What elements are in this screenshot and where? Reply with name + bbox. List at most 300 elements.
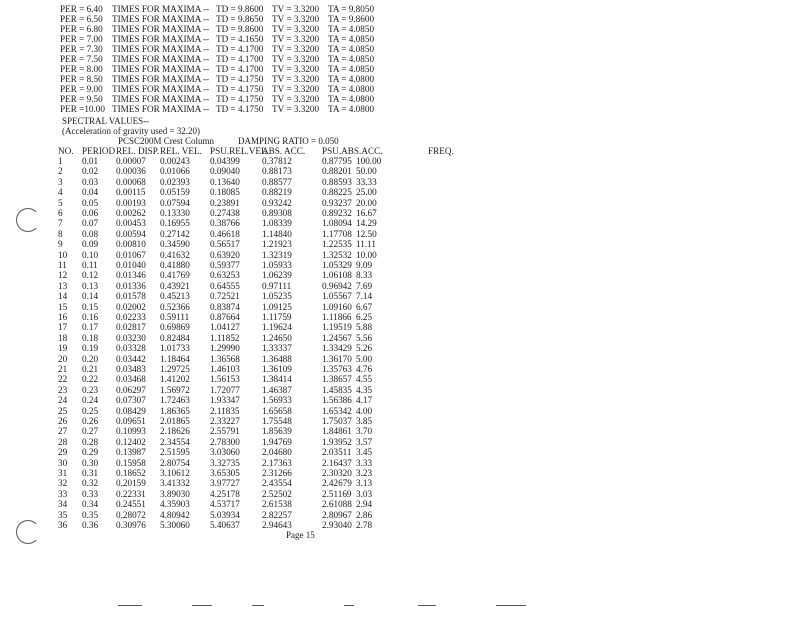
table-header-cell: PSU.ABS.ACC. <box>322 146 383 156</box>
table-cell: 1.11852 <box>210 332 240 343</box>
table-cell: 0.37812 <box>262 156 292 166</box>
table-cell: 1.17708 <box>322 228 352 239</box>
table-cell: 0.27438 <box>210 208 240 218</box>
table-header-cell: PSU.REL.VEL. <box>210 146 269 156</box>
table-cell: 0.00243 <box>160 156 190 166</box>
maxima-per: PER =10.00 <box>60 104 105 114</box>
table-cell: 0.23 <box>82 384 99 395</box>
table-cell: 0.05 <box>82 197 99 208</box>
table-cell: 0.27 <box>82 426 99 437</box>
table-cell: 1.01733 <box>160 343 190 354</box>
table-cell: 3.23 <box>356 468 373 478</box>
table-cell: 1 <box>58 156 63 166</box>
table-cell: 1.22535 <box>322 239 352 250</box>
table-cell: 0.06 <box>82 208 99 218</box>
table-cell: 1.19624 <box>262 322 292 333</box>
table-cell: 2.55791 <box>210 426 240 437</box>
table-header-cell: NO. <box>58 146 74 156</box>
table-cell: 0.43921 <box>160 280 190 291</box>
page-number: Page 15 <box>286 530 315 540</box>
table-cell: 1.56972 <box>160 384 190 395</box>
table-cell: 2.82257 <box>262 509 292 520</box>
maxima-tv: TV = 3.3200 <box>272 44 320 54</box>
maxima-per: PER = 6.40 <box>60 4 103 14</box>
table-cell: 2.01865 <box>160 416 190 426</box>
table-cell: 3.70 <box>356 426 373 437</box>
table-cell: 0.52366 <box>160 301 190 312</box>
table-cell: 3.13 <box>356 478 373 489</box>
table-cell: 1.06108 <box>322 270 352 281</box>
table-cell: 0.14 <box>82 291 99 302</box>
table-cell: 15 <box>58 301 68 312</box>
table-cell: 0.28072 <box>116 509 146 520</box>
table-cell: 3.45 <box>356 447 373 458</box>
maxima-td: TD = 4.1700 <box>216 64 264 74</box>
table-cell: 0.33 <box>82 488 99 499</box>
table-cell: 0.96942 <box>322 280 352 291</box>
table-cell: 20.00 <box>356 197 377 208</box>
table-cell: 5.88 <box>356 322 373 333</box>
table-cell: 2.61088 <box>322 499 352 510</box>
table-cell: 0.00453 <box>116 218 146 229</box>
table-cell: 2 <box>58 166 63 177</box>
maxima-tv: TV = 3.3200 <box>272 4 320 14</box>
maxima-tv: TV = 3.3200 <box>272 34 320 44</box>
maxima-label: TIMES FOR MAXIMA -- <box>112 4 210 14</box>
table-cell: 18 <box>58 332 68 343</box>
table-cell: 2.34554 <box>160 436 190 447</box>
table-cell: 0.25 <box>82 405 99 416</box>
maxima-label: TIMES FOR MAXIMA -- <box>112 104 210 114</box>
table-cell: 9.09 <box>356 260 373 270</box>
table-cell: 0.30 <box>82 457 99 468</box>
maxima-per: PER = 9.50 <box>60 94 103 104</box>
maxima-label: TIMES FOR MAXIMA -- <box>112 84 210 94</box>
table-cell: 2.16437 <box>322 457 352 468</box>
table-cell: 16 <box>58 312 68 322</box>
table-cell: 0.09 <box>82 239 99 250</box>
maxima-per: PER = 6.50 <box>60 14 103 24</box>
table-cell: 2.86 <box>356 509 373 520</box>
table-cell: 0.72521 <box>210 291 240 302</box>
table-cell: 0.88201 <box>322 166 352 177</box>
table-cell: 0.16 <box>82 312 99 322</box>
maxima-tv: TV = 3.3200 <box>272 14 320 24</box>
table-cell: 2.03511 <box>322 447 352 458</box>
table-cell: 1.72077 <box>210 384 240 395</box>
table-cell: 2.30320 <box>322 468 352 478</box>
table-cell: 5 <box>58 197 63 208</box>
table-cell: 1.04127 <box>210 322 240 333</box>
table-cell: 3.57 <box>356 436 373 447</box>
table-cell: 1.33429 <box>322 343 352 354</box>
table-cell: 5.00 <box>356 353 373 364</box>
table-cell: 0.01336 <box>116 280 146 291</box>
table-cell: 0.88225 <box>322 187 352 198</box>
table-cell: 5.30060 <box>160 520 190 530</box>
table-cell: 0.89232 <box>322 208 352 218</box>
table-cell: 0.45213 <box>160 291 190 302</box>
table-cell: 0.88219 <box>262 187 292 198</box>
table-cell: 3.03 <box>356 488 373 499</box>
table-cell: 0.08 <box>82 228 99 239</box>
maxima-td: TD = 4.1750 <box>216 74 264 84</box>
table-cell: 2.42679 <box>322 478 352 489</box>
maxima-ta: TA = 4.0850 <box>328 64 375 74</box>
maxima-label: TIMES FOR MAXIMA -- <box>112 24 210 34</box>
table-cell: 3 <box>58 176 63 187</box>
table-cell: 1.35763 <box>322 364 352 374</box>
table-cell: 4.53717 <box>210 499 240 510</box>
table-cell: 33 <box>58 488 68 499</box>
table-cell: 13 <box>58 280 68 291</box>
table-cell: 0.46618 <box>210 228 240 239</box>
table-cell: 1.75037 <box>322 416 352 426</box>
maxima-tv: TV = 3.3200 <box>272 104 320 114</box>
maxima-tv: TV = 3.3200 <box>272 64 320 74</box>
table-header-cell: PERIOD <box>82 146 116 156</box>
table-cell: 26 <box>58 416 68 426</box>
maxima-per: PER = 6.80 <box>60 24 103 34</box>
table-cell: 27 <box>58 426 68 437</box>
table-header-cell: ABS. ACC. <box>262 146 306 156</box>
table-cell: 11.11 <box>356 239 376 250</box>
table-cell: 0.18085 <box>210 187 240 198</box>
table-cell: 0.31 <box>82 468 99 478</box>
table-cell: 0.88593 <box>322 176 352 187</box>
table-cell: 1.14840 <box>262 228 292 239</box>
table-header-cell: FREQ. <box>428 146 454 156</box>
table-cell: 0.34590 <box>160 239 190 250</box>
table-cell: 1.56386 <box>322 395 352 406</box>
table-cell: 0.00193 <box>116 197 146 208</box>
table-cell: 0.82484 <box>160 332 190 343</box>
maxima-td: TD = 4.1650 <box>216 34 264 44</box>
table-cell: 19 <box>58 343 68 354</box>
table-cell: 0.34 <box>82 499 99 510</box>
table-cell: 6.67 <box>356 301 373 312</box>
table-cell: 2.94643 <box>262 520 292 530</box>
table-cell: 4.80942 <box>160 509 190 520</box>
table-cell: 0.03442 <box>116 353 146 364</box>
table-cell: 0.13987 <box>116 447 146 458</box>
table-cell: 0.00594 <box>116 228 146 239</box>
table-cell: 1.11759 <box>262 312 292 322</box>
table-cell: 0.06297 <box>116 384 146 395</box>
table-cell: 2.18626 <box>160 426 190 437</box>
damping-ratio-label: DAMPING RATIO = 0.050 <box>238 136 339 146</box>
table-cell: 7.69 <box>356 280 373 291</box>
table-cell: 0.18 <box>82 332 99 343</box>
table-cell: 2.52502 <box>262 488 292 499</box>
table-cell: 3.10612 <box>160 468 190 478</box>
table-cell: 0.59377 <box>210 260 240 270</box>
table-cell: 0.56517 <box>210 239 240 250</box>
table-cell: 12 <box>58 270 68 281</box>
table-cell: 22 <box>58 374 68 385</box>
table-cell: 2.94 <box>356 499 373 510</box>
table-cell: 5.03934 <box>210 509 240 520</box>
maxima-td: TD = 9.8650 <box>216 14 264 24</box>
maxima-ta: TA = 4.0850 <box>328 34 375 44</box>
table-cell: 0.00810 <box>116 239 146 250</box>
table-cell: 1.06239 <box>262 270 292 281</box>
table-cell: 0.93237 <box>322 197 352 208</box>
table-cell: 0.00115 <box>116 187 146 198</box>
table-cell: 0.09651 <box>116 416 146 426</box>
table-cell: 3.33 <box>356 457 373 468</box>
maxima-per: PER = 9.00 <box>60 84 103 94</box>
table-cell: 50.00 <box>356 166 377 177</box>
table-cell: 10 <box>58 249 68 260</box>
table-header-cell: REL. VEL. <box>160 146 202 156</box>
table-cell: 1.38657 <box>322 374 352 385</box>
table-cell: 16.67 <box>356 208 377 218</box>
table-cell: 0.00007 <box>116 156 146 166</box>
table-cell: 2.33227 <box>210 416 240 426</box>
table-cell: 2.93040 <box>322 520 352 530</box>
table-cell: 25 <box>58 405 68 416</box>
table-cell: 5.26 <box>356 343 373 354</box>
table-cell: 12.50 <box>356 228 377 239</box>
maxima-td: TD = 4.1750 <box>216 104 264 114</box>
table-cell: 1.46387 <box>262 384 292 395</box>
table-cell: 7.14 <box>356 291 373 302</box>
maxima-per: PER = 7.50 <box>60 54 103 64</box>
table-cell: 2.11835 <box>210 405 240 416</box>
table-cell: 0.19 <box>82 343 99 354</box>
maxima-ta: TA = 4.0850 <box>328 44 375 54</box>
table-cell: 0.01066 <box>160 166 190 177</box>
table-cell: 1.56153 <box>210 374 240 385</box>
table-cell: 4.17 <box>356 395 373 406</box>
maxima-tv: TV = 3.3200 <box>272 74 320 84</box>
table-cell: 1.41202 <box>160 374 190 385</box>
table-cell: 0.15 <box>82 301 99 312</box>
table-cell: 0.01067 <box>116 249 146 260</box>
table-cell: 4.00 <box>356 405 373 416</box>
table-cell: 2.51169 <box>322 488 352 499</box>
table-cell: 20 <box>58 353 68 364</box>
table-cell: 0.10 <box>82 249 99 260</box>
maxima-label: TIMES FOR MAXIMA -- <box>112 14 210 24</box>
table-cell: 0.00068 <box>116 176 146 187</box>
table-cell: 0.29 <box>82 447 99 458</box>
table-cell: 0.00262 <box>116 208 146 218</box>
table-cell: 0.09040 <box>210 166 240 177</box>
maxima-ta: TA = 9.8600 <box>328 14 375 24</box>
table-cell: 0.13640 <box>210 176 240 187</box>
table-cell: 0.24551 <box>116 499 146 510</box>
table-cell: 1.36568 <box>210 353 240 364</box>
table-cell: 0.02233 <box>116 312 146 322</box>
maxima-label: TIMES FOR MAXIMA -- <box>112 74 210 84</box>
maxima-ta: TA = 9.8050 <box>328 4 375 14</box>
table-cell: 0.87795 <box>322 156 352 166</box>
table-cell: 1.32532 <box>322 249 352 260</box>
table-cell: 1.65342 <box>322 405 352 416</box>
maxima-label: TIMES FOR MAXIMA -- <box>112 54 210 64</box>
table-cell: 1.32319 <box>262 249 292 260</box>
table-cell: 0.07307 <box>116 395 146 406</box>
table-cell: 0.23891 <box>210 197 240 208</box>
table-cell: 25.00 <box>356 187 377 198</box>
table-cell: 3.97727 <box>210 478 240 489</box>
table-cell: 0.00036 <box>116 166 146 177</box>
maxima-label: TIMES FOR MAXIMA -- <box>112 94 210 104</box>
maxima-ta: TA = 4.0800 <box>328 84 375 94</box>
table-cell: 0.10993 <box>116 426 146 437</box>
table-cell: 0.89308 <box>262 208 292 218</box>
table-cell: 0.93242 <box>262 197 292 208</box>
table-cell: 0.15958 <box>116 457 146 468</box>
table-cell: 0.22331 <box>116 488 146 499</box>
table-cell: 0.36 <box>82 520 99 530</box>
maxima-tv: TV = 3.3200 <box>272 24 320 34</box>
table-cell: 1.29725 <box>160 364 190 374</box>
maxima-per: PER = 7.00 <box>60 34 103 44</box>
table-cell: 0.17 <box>82 322 99 333</box>
table-cell: 0.03483 <box>116 364 146 374</box>
maxima-per: PER = 8.00 <box>60 64 103 74</box>
table-cell: 4.35903 <box>160 499 190 510</box>
table-cell: 1.11866 <box>322 312 352 322</box>
table-cell: 0.88577 <box>262 176 292 187</box>
table-cell: 0.11 <box>82 260 98 270</box>
table-cell: 1.56933 <box>262 395 292 406</box>
footer-scan-marks <box>118 605 538 611</box>
table-cell: 2.43554 <box>262 478 292 489</box>
table-cell: 0.01346 <box>116 270 146 281</box>
table-cell: 1.05567 <box>322 291 352 302</box>
table-cell: 3.85 <box>356 416 373 426</box>
table-cell: 0.38766 <box>210 218 240 229</box>
table-cell: 36 <box>58 520 68 530</box>
table-cell: 1.29990 <box>210 343 240 354</box>
table-cell: 2.51595 <box>160 447 190 458</box>
table-cell: 1.24567 <box>322 332 352 343</box>
table-cell: 1.94769 <box>262 436 292 447</box>
table-cell: 8 <box>58 228 63 239</box>
table-cell: 0.04 <box>82 187 99 198</box>
table-cell: 0.12402 <box>116 436 146 447</box>
maxima-ta: TA = 4.0800 <box>328 104 375 114</box>
table-cell: 0.13330 <box>160 208 190 218</box>
maxima-ta: TA = 4.0850 <box>328 24 375 34</box>
table-cell: 6 <box>58 208 63 218</box>
table-cell: 0.02002 <box>116 301 146 312</box>
table-cell: 0.01578 <box>116 291 146 302</box>
table-cell: 1.05329 <box>322 260 352 270</box>
table-cell: 0.64555 <box>210 280 240 291</box>
table-cell: 0.32 <box>82 478 99 489</box>
maxima-label: TIMES FOR MAXIMA -- <box>112 44 210 54</box>
table-cell: 0.69869 <box>160 322 190 333</box>
table-cell: 9 <box>58 239 63 250</box>
table-cell: 1.93347 <box>210 395 240 406</box>
table-cell: 2.61538 <box>262 499 292 510</box>
maxima-ta: TA = 4.0800 <box>328 94 375 104</box>
table-cell: 34 <box>58 499 68 510</box>
maxima-tv: TV = 3.3200 <box>272 94 320 104</box>
table-cell: 1.33337 <box>262 343 292 354</box>
table-cell: 11 <box>58 260 67 270</box>
table-cell: 21 <box>58 364 68 374</box>
table-cell: 2.04680 <box>262 447 292 458</box>
table-cell: 0.24 <box>82 395 99 406</box>
binder-hole-top <box>16 208 40 232</box>
table-cell: 4 <box>58 187 63 198</box>
table-cell: 100.00 <box>356 156 382 166</box>
table-cell: 0.01 <box>82 156 99 166</box>
table-cell: 0.13 <box>82 280 99 291</box>
table-cell: 3.89030 <box>160 488 190 499</box>
table-cell: 4.35 <box>356 384 373 395</box>
maxima-label: TIMES FOR MAXIMA -- <box>112 34 210 44</box>
table-cell: 3.03060 <box>210 447 240 458</box>
table-cell: 32 <box>58 478 68 489</box>
table-cell: 0.03328 <box>116 343 146 354</box>
table-cell: 4.55 <box>356 374 373 385</box>
table-cell: 0.41769 <box>160 270 190 281</box>
table-cell: 0.21 <box>82 364 99 374</box>
gravity-note: (Acceleration of gravity used = 32.20) <box>62 126 201 136</box>
table-cell: 6.25 <box>356 312 373 322</box>
maxima-td: TD = 9.8600 <box>216 4 264 14</box>
table-cell: 1.38414 <box>262 374 292 385</box>
table-cell: 1.36109 <box>262 364 292 374</box>
table-cell: 14.29 <box>356 218 377 229</box>
table-cell: 1.36170 <box>322 353 352 364</box>
table-cell: 0.01040 <box>116 260 146 270</box>
table-cell: 1.46103 <box>210 364 240 374</box>
table-cell: 0.41880 <box>160 260 190 270</box>
table-cell: 2.31266 <box>262 468 292 478</box>
table-cell: 0.20 <box>82 353 99 364</box>
table-cell: 1.24650 <box>262 332 292 343</box>
table-cell: 1.75548 <box>262 416 292 426</box>
table-cell: 4.25178 <box>210 488 240 499</box>
table-cell: 1.19519 <box>322 322 352 333</box>
maxima-ta: TA = 4.0850 <box>328 54 375 64</box>
table-cell: 1.05235 <box>262 291 292 302</box>
table-cell: 1.21923 <box>262 239 292 250</box>
table-cell: 0.41632 <box>160 249 190 260</box>
table-cell: 7 <box>58 218 63 229</box>
table-cell: 1.85639 <box>262 426 292 437</box>
table-cell: 5.56 <box>356 332 373 343</box>
maxima-td: TD = 4.1750 <box>216 84 264 94</box>
table-cell: 1.65658 <box>262 405 292 416</box>
maxima-td: TD = 9.8600 <box>216 24 264 34</box>
table-cell: 0.30976 <box>116 520 146 530</box>
table-cell: 0.02 <box>82 166 99 177</box>
table-cell: 31 <box>58 468 68 478</box>
table-header-cell: REL. DISP. <box>116 146 160 156</box>
table-cell: 0.88173 <box>262 166 292 177</box>
table-cell: 1.08339 <box>262 218 292 229</box>
table-cell: 2.80754 <box>160 457 190 468</box>
maxima-per: PER = 7.30 <box>60 44 103 54</box>
table-cell: 1.36488 <box>262 353 292 364</box>
table-cell: 1.09160 <box>322 301 352 312</box>
table-cell: 0.22 <box>82 374 99 385</box>
table-cell: 0.63253 <box>210 270 240 281</box>
table-cell: 33.33 <box>356 176 377 187</box>
table-cell: 0.02393 <box>160 176 190 187</box>
table-cell: 0.18652 <box>116 468 146 478</box>
spectral-values-title: SPECTRAL VALUES-- <box>62 116 150 126</box>
